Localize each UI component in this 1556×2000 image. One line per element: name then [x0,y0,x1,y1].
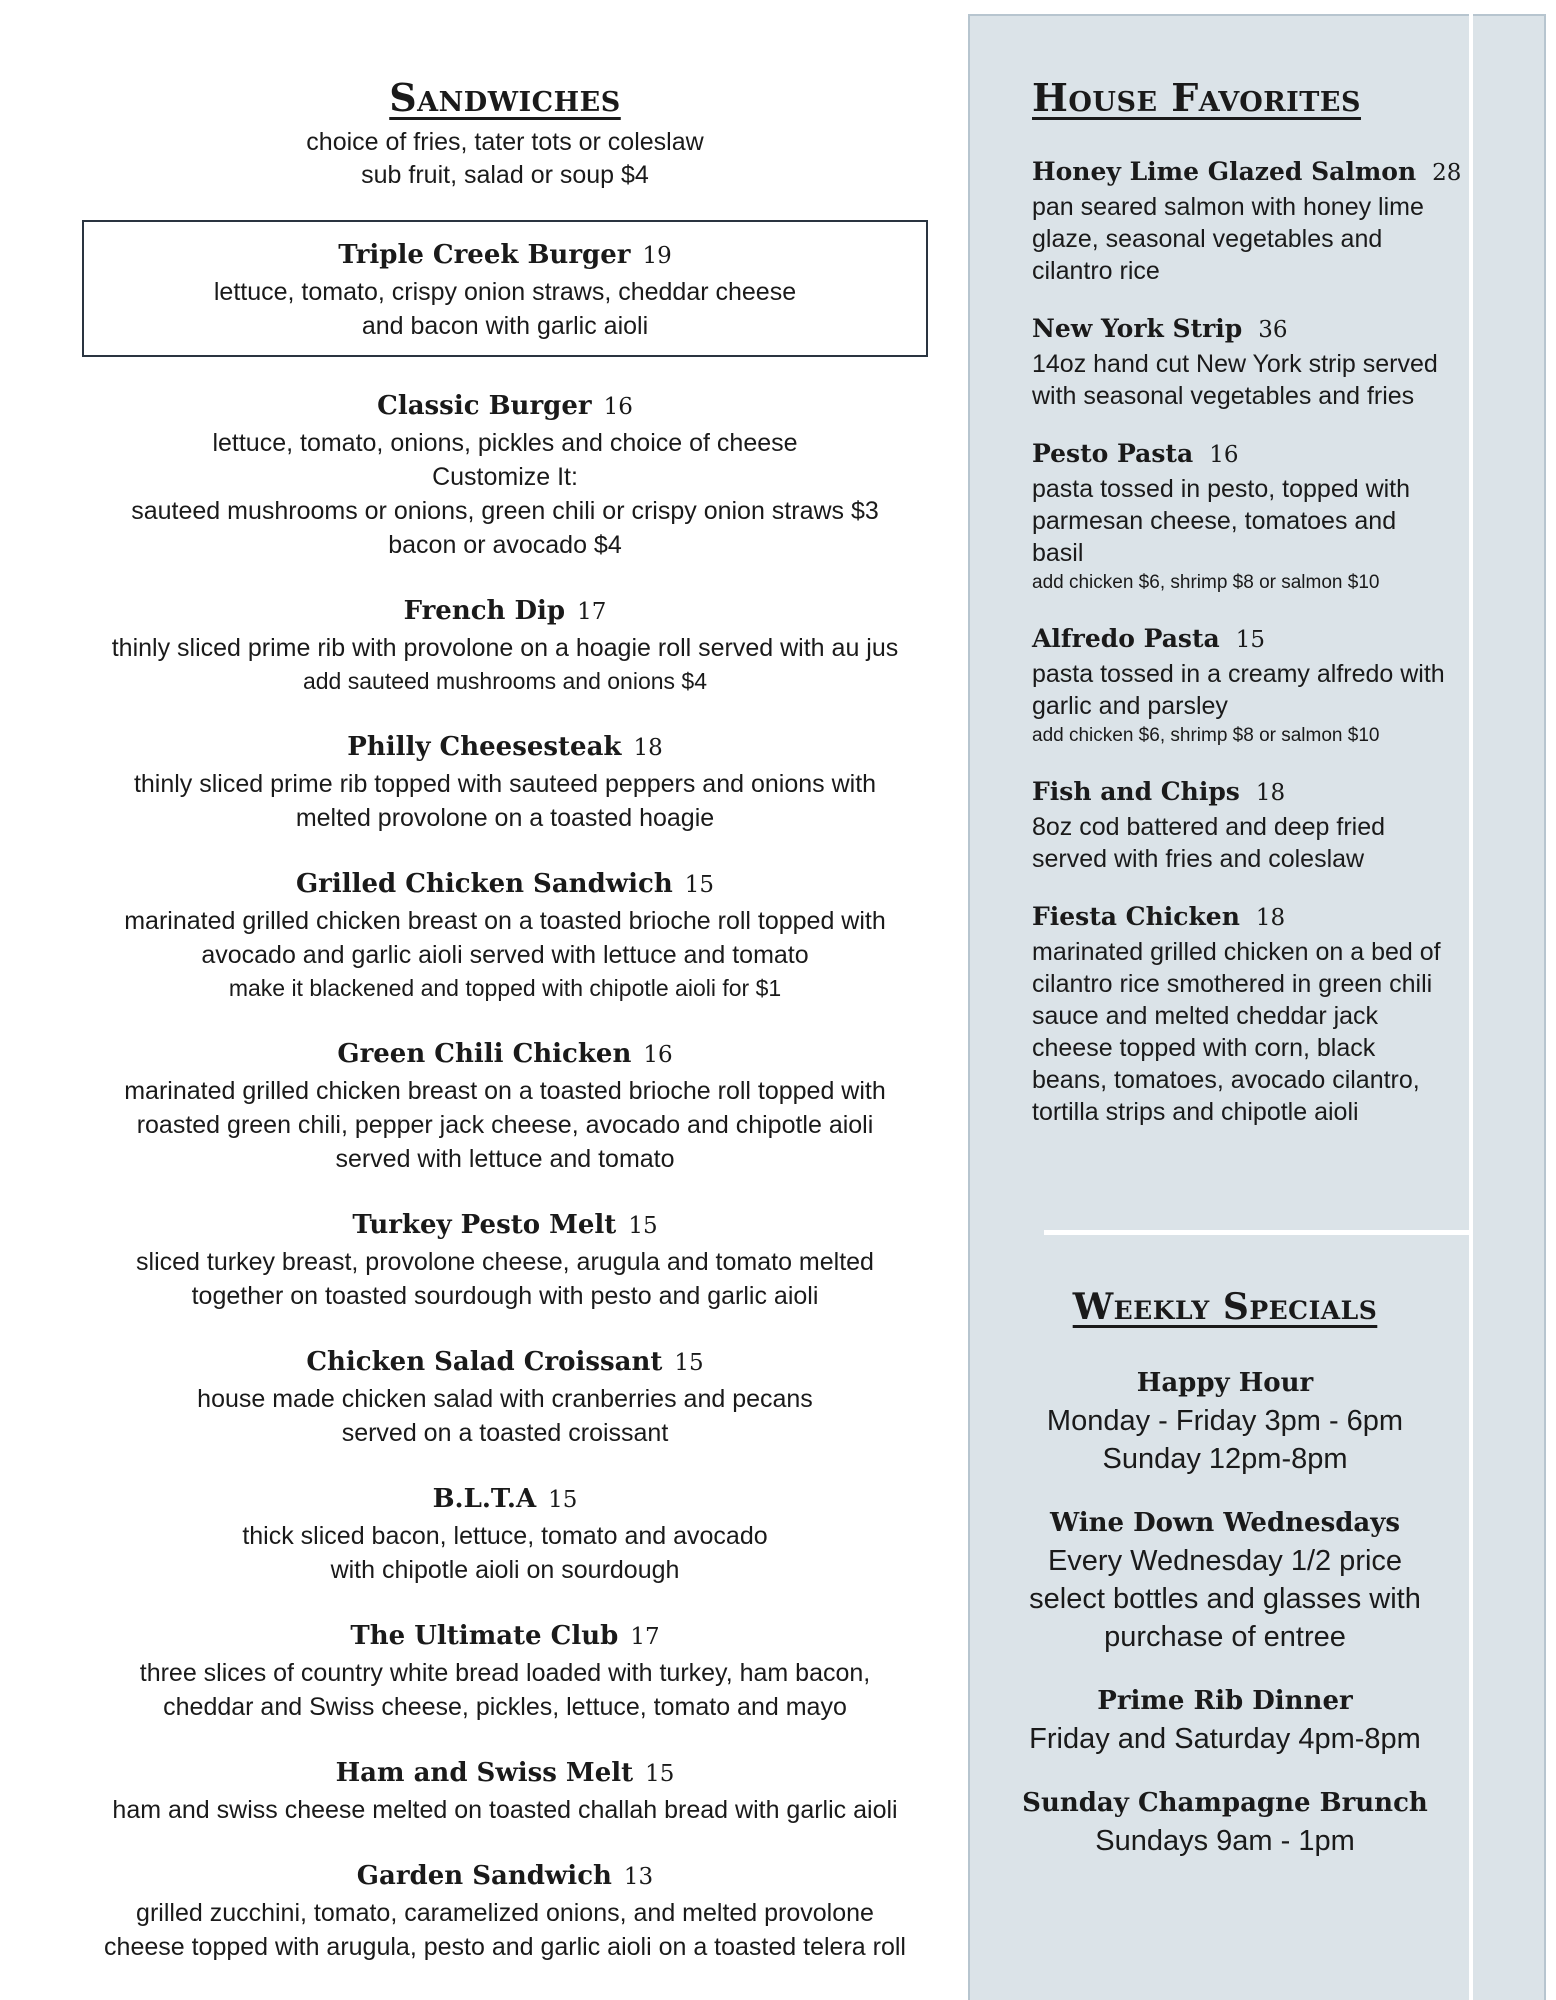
item-description: avocado and garlic aioli served with lettuce and tomato [201,941,809,969]
item-price: 16 [603,394,633,420]
weekly-specials-title: Weekly Specials [1072,1286,1378,1328]
item-name: Honey Lime Glazed Salmon [1032,157,1417,186]
menu-item [1032,311,1462,412]
item-description: parmesan cheese, tomatoes and [1032,507,1397,535]
item-addon: make it blackened and topped with chipotle aioli for $1 [228,975,782,1001]
item-heading [84,1617,926,1656]
item-heading [1032,311,1462,348]
item-description: bacon or avocado $4 [388,531,622,559]
special-name: Prime Rib Dinner [1097,1686,1353,1716]
menu-item [84,1035,926,1176]
item-description: pasta tossed in pesto, topped with [1032,475,1411,503]
special-description: Friday and Saturday 4pm-8pm [1029,1723,1421,1755]
item-name: Garden Sandwich [356,1861,612,1891]
item-price: 15 [1235,627,1266,653]
item-addon: add chicken $6, shrimp $8 or salmon $10 [1032,572,1380,593]
item-price: 17 [577,599,607,625]
item-description: served on a toasted croissant [341,1419,669,1447]
item-heading [84,1035,926,1074]
item-heading [1032,436,1462,473]
menu-item [1032,436,1462,597]
special-description: Every Wednesday 1/2 price [1047,1545,1403,1577]
house-favorites-title: House Favorites [1032,75,1361,120]
item-description: pasta tossed in a creamy alfredo with [1032,660,1445,688]
item-price: 16 [1209,442,1239,468]
house-favorites-section [1032,70,1462,1128]
item-name: Alfredo Pasta [1032,624,1220,653]
menu-item [84,1206,926,1313]
item-description: melted provolone on a toasted hoagie [295,804,715,832]
item-description: pan seared salmon with honey lime [1032,193,1424,221]
item-heading [84,1343,926,1382]
item-name: Classic Burger [377,391,592,421]
panel-divider [1044,1230,1469,1235]
item-description: marinated grilled chicken on a bed of [1032,938,1441,966]
item-name: Pesto Pasta [1032,439,1194,468]
featured-item-box [82,220,928,357]
item-description: sliced turkey breast, provolone cheese, arugula and tomato melted [136,1248,874,1276]
item-name: French Dip [403,596,566,626]
item-description: and bacon with garlic aioli [361,312,649,340]
menu-item [1032,774,1462,875]
item-price: 15 [628,1213,658,1239]
item-heading [84,387,926,426]
item-description: 14oz hand cut New York strip served [1032,350,1438,378]
item-heading [94,236,916,275]
item-heading [1032,154,1462,191]
item-description: thick sliced bacon, lettuce, tomato and avocado [242,1522,768,1550]
item-description: cilantro rice [1032,257,1160,285]
item-description: thinly sliced prime rib with provolone on a hoagie roll served with au jus [111,634,899,662]
item-price: 13 [623,1864,654,1890]
item-heading [1032,774,1462,811]
item-description: roasted green chili, pepper jack cheese, avocado and chipotle aioli [136,1111,874,1139]
special-item [1000,1504,1450,1656]
item-heading [84,592,926,631]
item-price: 18 [1255,905,1286,931]
side-panel-strip [1473,14,1546,2000]
item-price: 28 [1432,160,1462,186]
item-name: New York Strip [1032,314,1243,343]
item-name: Chicken Salad Croissant [306,1347,663,1377]
item-heading [84,728,926,767]
item-price: 15 [674,1350,704,1376]
special-description: Monday - Friday 3pm - 6pm [1046,1405,1404,1437]
item-price: 15 [684,872,715,898]
sides-note: choice of fries, tater tots or coleslaw [306,128,704,156]
item-name: Triple Creek Burger [338,240,631,270]
item-description: marinated grilled chicken breast on a toasted brioche roll topped with [124,907,886,935]
item-heading [84,1754,926,1793]
item-price: 15 [645,1761,675,1787]
sandwiches-title: Sandwiches [389,75,621,120]
item-heading [84,1206,926,1245]
special-name: Wine Down Wednesdays [1050,1508,1400,1538]
item-name: B.L.T.A [432,1484,537,1514]
item-description: lettuce, tomato, crispy onion straws, cheddar cheese [213,278,797,306]
item-description: 8oz cod battered and deep fried [1032,813,1386,841]
item-description: beans, tomatoes, avocado cilantro, [1032,1066,1420,1094]
item-description: sauce and melted cheddar jack [1032,1002,1379,1030]
item-description: ham and swiss cheese melted on toasted challah bread with garlic aioli [112,1796,898,1824]
menu-item [84,1343,926,1450]
item-price: 17 [630,1624,660,1650]
menu-item [84,1754,926,1827]
special-item [1000,1682,1450,1758]
menu-item [1032,899,1462,1128]
special-name: Happy Hour [1136,1368,1314,1398]
item-description: cheese topped with arugula, pesto and garlic aioli on a toasted telera roll [104,1933,906,1961]
weekly-specials-section [1000,1280,1450,1860]
special-item [1000,1364,1450,1478]
item-price: 18 [633,735,663,761]
menu-item [84,728,926,835]
item-name: Ham and Swiss Melt [335,1758,634,1788]
item-heading [1032,621,1462,658]
item-name: Fiesta Chicken [1032,902,1240,931]
item-description: tortilla strips and chipotle aioli [1032,1098,1359,1126]
item-description: with seasonal vegetables and fries [1032,382,1415,410]
item-description: with chipotle aioli on sourdough [330,1556,680,1584]
item-description: cilantro rice smothered in green chili [1032,970,1433,998]
special-name: Sunday Champagne Brunch [1022,1788,1428,1818]
item-description: basil [1032,539,1084,567]
item-name: Grilled Chicken Sandwich [295,869,673,899]
item-addon: add chicken $6, shrimp $8 or salmon $10 [1032,725,1380,746]
item-price: 15 [548,1487,578,1513]
menu-item [84,1480,926,1587]
menu-item [84,865,926,1005]
special-description: Sunday 12pm-8pm [1102,1443,1348,1475]
item-description: glaze, seasonal vegetables and [1032,225,1383,253]
item-description: grilled zucchini, tomato, caramelized onions, and melted provolone [136,1899,874,1927]
item-description: served with fries and coleslaw [1032,845,1365,873]
item-price: 19 [642,243,672,269]
menu-item [84,1617,926,1724]
menu-item [1032,154,1462,287]
item-price: 18 [1255,780,1286,806]
item-name: Philly Cheesesteak [347,732,622,762]
item-name: Green Chili Chicken [337,1039,632,1069]
item-description: marinated grilled chicken breast on a toasted brioche roll topped with [124,1077,886,1105]
item-heading [84,1857,926,1896]
item-description: house made chicken salad with cranberries and pecans [197,1385,813,1413]
item-name: The Ultimate Club [350,1621,619,1651]
item-description: served with lettuce and tomato [335,1145,675,1173]
special-description: Sundays 9am - 1pm [1095,1825,1355,1857]
item-name: Fish and Chips [1032,777,1240,806]
item-description: together on toasted sourdough with pesto and garlic aioli [191,1282,819,1310]
item-description: three slices of country white bread loaded with turkey, ham bacon, [139,1659,871,1687]
item-description: garlic and parsley [1032,692,1228,720]
menu-item [84,592,926,698]
sub-note: sub fruit, salad or soup $4 [361,161,649,189]
item-description: cheddar and Swiss cheese, pickles, lettuce, tomato and mayo [163,1693,847,1721]
item-heading [1032,899,1462,936]
menu-item [1032,621,1462,750]
item-description: sauteed mushrooms or onions, green chili or crispy onion straws $3 [131,497,879,525]
special-description: purchase of entree [1104,1621,1346,1653]
item-description: lettuce, tomato, onions, pickles and choice of cheese [212,429,798,457]
item-description: thinly sliced prime rib topped with sauteed peppers and onions with [133,770,877,798]
item-heading [84,865,926,904]
item-addon: add sauteed mushrooms and onions $4 [302,668,708,694]
sandwiches-section [84,70,926,1964]
special-item [1000,1784,1450,1860]
item-name: Turkey Pesto Melt [352,1210,617,1240]
item-heading [84,1480,926,1519]
special-description: select bottles and glasses with [1029,1583,1421,1615]
menu-item [84,1857,926,1964]
item-description: Customize It: [432,463,578,491]
item-price: 36 [1258,317,1288,343]
item-price: 16 [643,1042,673,1068]
menu-item [84,387,926,562]
item-description: cheese topped with corn, black [1032,1034,1376,1062]
